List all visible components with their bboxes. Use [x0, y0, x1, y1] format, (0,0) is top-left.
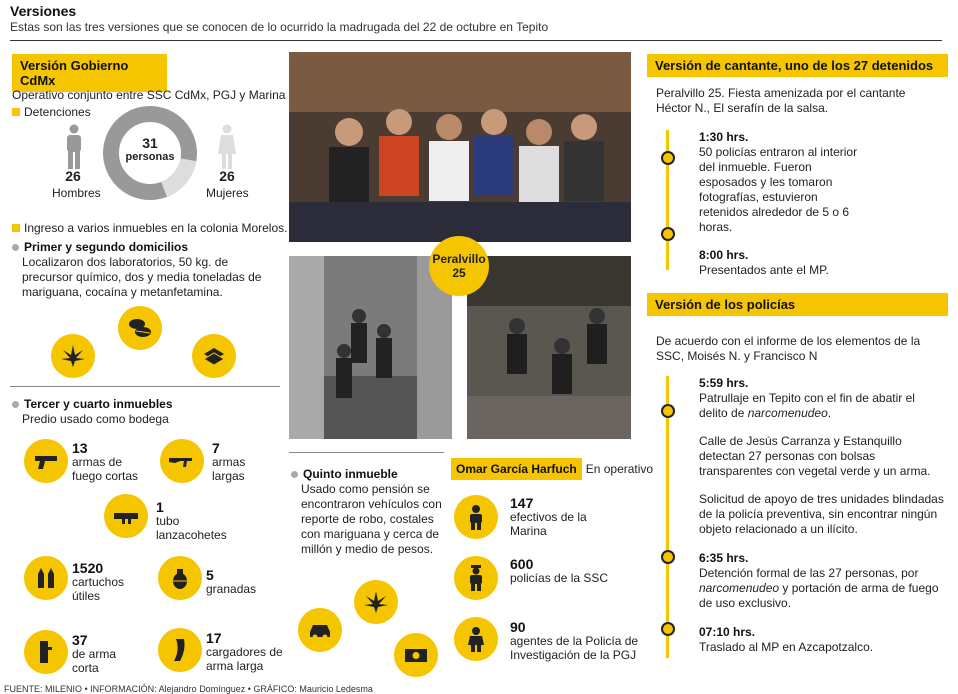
item-long-mags — [206, 631, 286, 673]
donut-label: personas — [125, 151, 175, 163]
police-event-1-end: . — [827, 406, 832, 420]
marina-label: efectivos de la Marina — [510, 510, 587, 538]
singer-event-1-text: 50 policías entraron al interior del inmueble. Fueron esposados y les tomaron fotografías, estuvieron retenidos alrededor de 5 o 6 horas. — [699, 145, 858, 234]
singer-event-2-time: 8:00 hrs. — [699, 248, 749, 262]
short-mags-num: 37 — [72, 632, 88, 648]
police-timeline-node-2 — [661, 550, 675, 564]
peralvillo-badge: Peralvillo 25 — [429, 236, 489, 296]
grenades-num: 5 — [206, 567, 214, 583]
police-event-3-text: Traslado al MP en Azcapotzalco. — [699, 640, 874, 654]
rifle-magazine-icon — [158, 628, 202, 672]
police-event-1-em: narcomenudeo — [747, 406, 828, 420]
detenciones-legend — [12, 105, 91, 120]
police-event-2-text — [699, 566, 944, 611]
gov-title: Versión Gobierno CdMx — [12, 54, 167, 92]
men-label: Hombres — [52, 186, 101, 200]
gov-intro: Operativo conjunto entre SSC CdMx, PGJ y Marina — [12, 88, 286, 102]
women-count: 26 — [219, 168, 235, 184]
police-event-1 — [699, 376, 944, 421]
ssc-num: 600 — [510, 556, 534, 572]
item-rocket — [156, 500, 246, 542]
money-icon — [394, 633, 438, 677]
pgj-label: agentes de la Policía de Investigación de la PGJ — [510, 634, 639, 662]
police-event-2-text-a: Detención formal de las 27 personas, por — [699, 566, 919, 580]
item-pistols — [72, 441, 150, 483]
cartridges-num: 1520 — [72, 560, 104, 576]
item-pgj — [510, 620, 640, 662]
divider-mid — [289, 452, 444, 453]
rifles-label: armas largas — [212, 455, 246, 483]
police-event-3-time: 07:10 hrs. — [699, 625, 756, 639]
dom1-text: Localizaron dos laboratorios, 50 kg. de precursor químico, dos y media toneladas de mariguana, cocaína y metanfetamina. — [22, 255, 262, 299]
header-title: Versiones — [10, 3, 77, 19]
pills-icon — [118, 306, 162, 350]
singer-event-2 — [699, 248, 899, 278]
item-cartridges — [72, 561, 152, 603]
dom3-title: Tercer y cuarto inmuebles — [24, 397, 173, 411]
pgj-num: 90 — [510, 619, 526, 635]
men-count: 26 — [65, 168, 81, 184]
corridor-photo — [289, 256, 452, 439]
omar-name: Omar García Harfuch — [451, 458, 582, 480]
detenciones-label: Detenciones — [24, 105, 91, 119]
police-event-2-time: 6:35 hrs. — [699, 551, 749, 565]
grenade-icon — [158, 556, 202, 600]
long-mags-label: cargadores de arma larga — [206, 645, 283, 673]
pistols-num: 13 — [72, 440, 88, 456]
party-photo — [289, 52, 631, 242]
singer-event-1 — [699, 130, 859, 235]
donut-total: 31 — [142, 135, 158, 151]
omar-header — [451, 458, 653, 480]
marina-num: 147 — [510, 495, 534, 511]
rocket-launcher-icon — [104, 494, 148, 538]
item-marina — [510, 496, 610, 538]
bullets-icon — [24, 556, 68, 600]
police-title: Versión de los policías — [647, 293, 948, 316]
dom5-text: Usado como pensión se encontraron vehículos con reporte de robo, costales con mariguana y cerca de millón y medio de pesos. — [301, 482, 442, 556]
item-rifles — [212, 441, 272, 483]
item-short-mags — [72, 633, 144, 675]
rocket-label: tubo lanzacohetes — [156, 514, 227, 542]
drug-packages-icon — [192, 334, 236, 378]
women-label: Mujeres — [206, 186, 249, 200]
dom1-title: Primer y segundo domicilios — [24, 240, 189, 254]
item-grenades — [206, 568, 276, 596]
footer-credits: FUENTE: MILENIO • INFORMACIÓN: Alejandro Domínguez • GRÁFICO: Mauricio Ledesma — [4, 684, 373, 694]
rifles-num: 7 — [212, 440, 220, 456]
police-event-2-end: y portación de arma de fuego de uso exclusivo. — [699, 581, 939, 610]
police-event-1-time: 5:59 hrs. — [699, 376, 749, 390]
item-ssc — [510, 557, 610, 585]
police-timeline-line — [666, 376, 669, 658]
singer-timeline-node-1 — [661, 151, 675, 165]
header-divider — [10, 40, 942, 41]
police-paragraph-3: Solicitud de apoyo de tres unidades blindadas de la policía preventiva, sin encontrar ningún objeto relacionado a un ilícito. — [699, 492, 944, 536]
singer-event-2-text: Presentados ante el MP. — [699, 263, 829, 277]
ssc-label: policías de la SSC — [510, 571, 609, 585]
singer-timeline-node-2 — [661, 227, 675, 241]
omar-suffix: En operativo — [585, 462, 654, 476]
police-officer-icon — [454, 556, 498, 600]
header-subtitle: Estas son las tres versiones que se conocen de lo ocurrido la madrugada del 22 de octubre en Tepito — [10, 20, 549, 34]
long-mags-num: 17 — [206, 630, 222, 646]
police-intro: De acuerdo con el informe de los elementos de la SSC, Moisés N. y Francisco N — [656, 334, 921, 363]
singer-intro: Peralvillo 25. Fiesta amenizada por el cantante Héctor N., El serafín de la salsa. — [656, 86, 906, 115]
dom3-text: Predio usado como bodega — [22, 412, 169, 426]
police-paragraph-2: Calle de Jesús Carranza y Estanquillo detectan 27 personas con bolsas transparentes con vegetal verde y un arma. — [699, 434, 931, 478]
car-icon — [298, 608, 342, 652]
dom5-block — [291, 467, 446, 557]
dom3-block — [12, 397, 277, 427]
singer-event-1-time: 1:30 hrs. — [699, 130, 749, 144]
page-title — [10, 3, 548, 34]
street-photo — [467, 256, 631, 439]
police-event-2-em: narcomenudeo — [699, 581, 780, 595]
police-event-1-text — [699, 391, 944, 421]
dom5-title: Quinto inmueble — [303, 467, 398, 481]
divider-left — [10, 386, 280, 387]
police-event-2 — [699, 551, 944, 611]
rifle-icon — [160, 439, 204, 483]
woman-icon — [216, 124, 238, 170]
marine-icon — [454, 495, 498, 539]
marijuana-leaf-icon-2 — [354, 580, 398, 624]
rocket-num: 1 — [156, 499, 164, 515]
police-event-1-text-a: Patrullaje en Tepito con el fin de abatir el delito de — [699, 391, 915, 420]
police-timeline-node-1 — [661, 404, 675, 418]
detective-icon — [454, 617, 498, 661]
dom1-block — [12, 240, 277, 300]
short-mags-label: de arma corta — [72, 647, 117, 675]
cartridges-label: cartuchos útiles — [72, 575, 125, 603]
marijuana-leaf-icon — [51, 334, 95, 378]
pistol-icon — [24, 439, 68, 483]
pistols-label: armas de fuego cortas — [72, 455, 139, 483]
police-event-3 — [699, 625, 944, 655]
pistol-magazine-icon — [24, 630, 68, 674]
grenades-label: granadas — [206, 582, 257, 596]
man-icon — [63, 124, 85, 170]
police-timeline-node-3 — [661, 622, 675, 636]
singer-title: Versión de cantante, uno de los 27 detenidos — [647, 54, 948, 77]
ingreso-label: Ingreso a varios inmuebles en la colonia Morelos. — [24, 221, 288, 235]
ingreso-text — [12, 221, 287, 236]
